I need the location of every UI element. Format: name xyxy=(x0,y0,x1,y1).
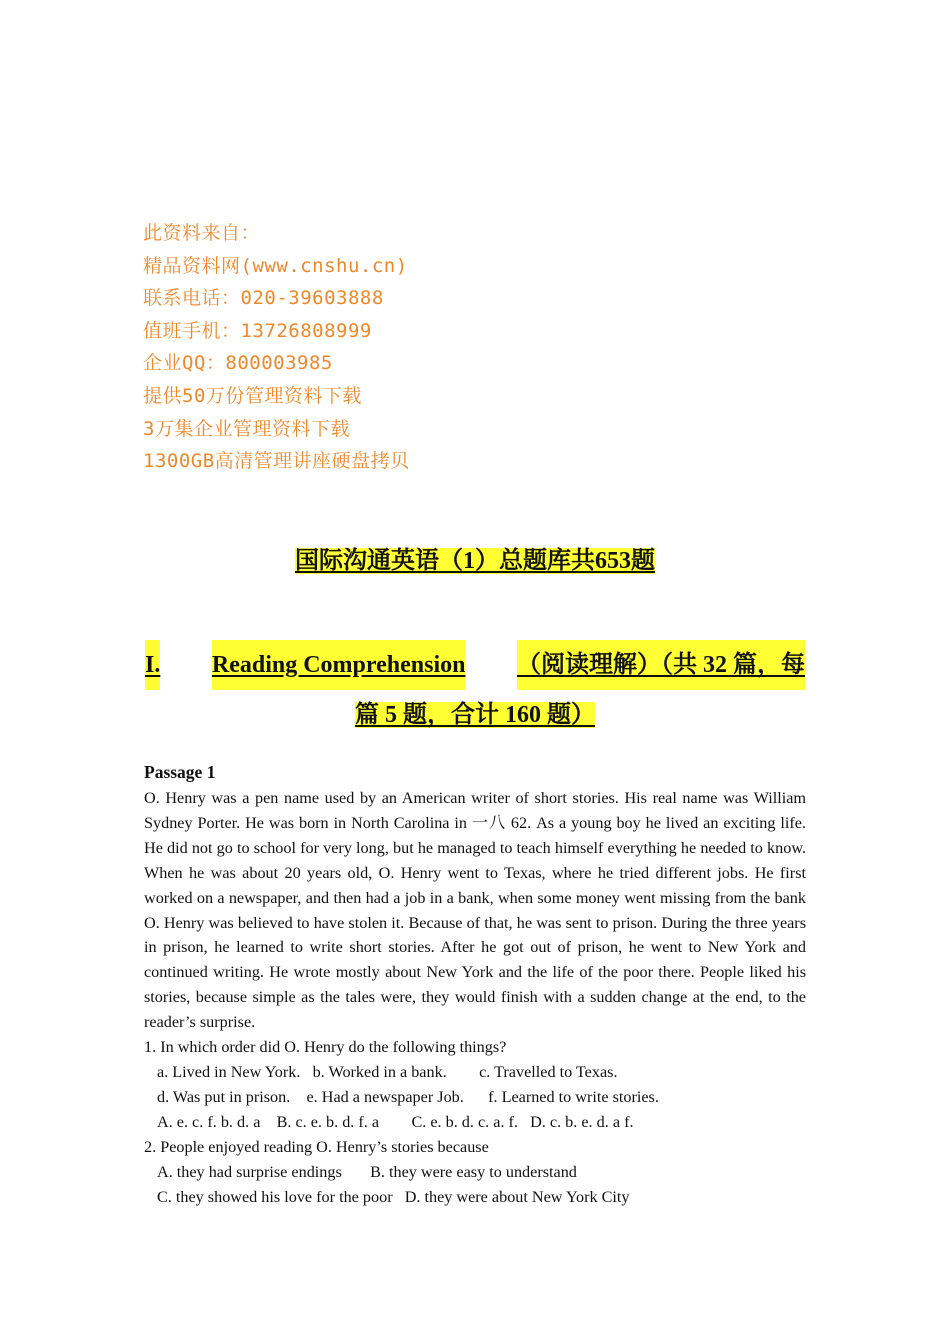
ad-offer-line: 提供50万份管理资料下载 xyxy=(143,384,362,407)
question-choices-line: A. they had surprise endings B. they were easy to understand xyxy=(157,1162,577,1181)
document-title-text: 国际沟通英语（1）总题库共653题 xyxy=(295,548,655,574)
section-number: I. xyxy=(145,640,160,690)
section-note-continued: 篇 5 题，合计 160 题） xyxy=(355,702,595,728)
passage-text: O. Henry was a pen name used by an American writer of short stories. His real name was William Sydney Porter. He was born in North Carolina in 一八 62. As a young boy he lived an exciting life. He did not go to school for very long, but he managed to teach himself everything he needed to know. When he was about 20 years old, O. Henry went to Texas, where he tried different jobs. He first worked on a newspaper, and then had a job in a bank, when some money went missing from the bank O. Henry was believed to have stolen it. Because of that, he was sent to prison. During the three years in prison, he learned to write short stories. After he got out of prison, he went to New York and continued writing. He wrote mostly about New York and the life of the poor there. People liked his stories, because simple as the tales were, they would finish with a sudden change at the end, to the reader’s surprise. xyxy=(144,789,806,1032)
ad-website-line: 精品资料网(www.cnshu.cn) xyxy=(143,254,408,277)
question-choices-line: A. e. c. f. b. d. a B. c. e. b. d. f. a C. e. b. d. c. a. f. D. c. b. e. d. a f. xyxy=(157,1112,634,1131)
section-heading xyxy=(145,640,805,740)
ad-mobile-line: 值班手机：13726808999 xyxy=(143,319,372,342)
advertisement-block xyxy=(143,220,410,481)
ad-qq-line: 企业QQ：800003985 xyxy=(143,352,333,375)
ad-source-line: 此资料来自： xyxy=(143,222,261,244)
question-stem: 2. People enjoyed reading O. Henry’s stories because xyxy=(144,1137,489,1156)
ad-phone-line: 联系电话：020-39603888 xyxy=(143,287,384,310)
section-name: Reading Comprehension xyxy=(212,640,466,690)
section-note: （阅读理解）（共 32 篇，每 xyxy=(517,640,805,690)
question-option-line: a. Lived in New York. b. Worked in a bank. c. Travelled to Texas. xyxy=(157,1062,618,1081)
question-choices-line: C. they showed his love for the poor D. they were about New York City xyxy=(157,1187,630,1206)
passage-1 xyxy=(144,758,806,1209)
document-title xyxy=(0,540,950,575)
ad-offer-line: 1300GB高清管理讲座硬盘拷贝 xyxy=(143,450,410,473)
question-stem: 1. In which order did O. Henry do the following things? xyxy=(144,1038,507,1057)
question-option-line: d. Was put in prison. e. Had a newspaper Job. f. Learned to write stories. xyxy=(157,1087,659,1106)
passage-title: Passage 1 xyxy=(144,762,216,782)
ad-offer-line: 3万集企业管理资料下载 xyxy=(143,417,350,440)
